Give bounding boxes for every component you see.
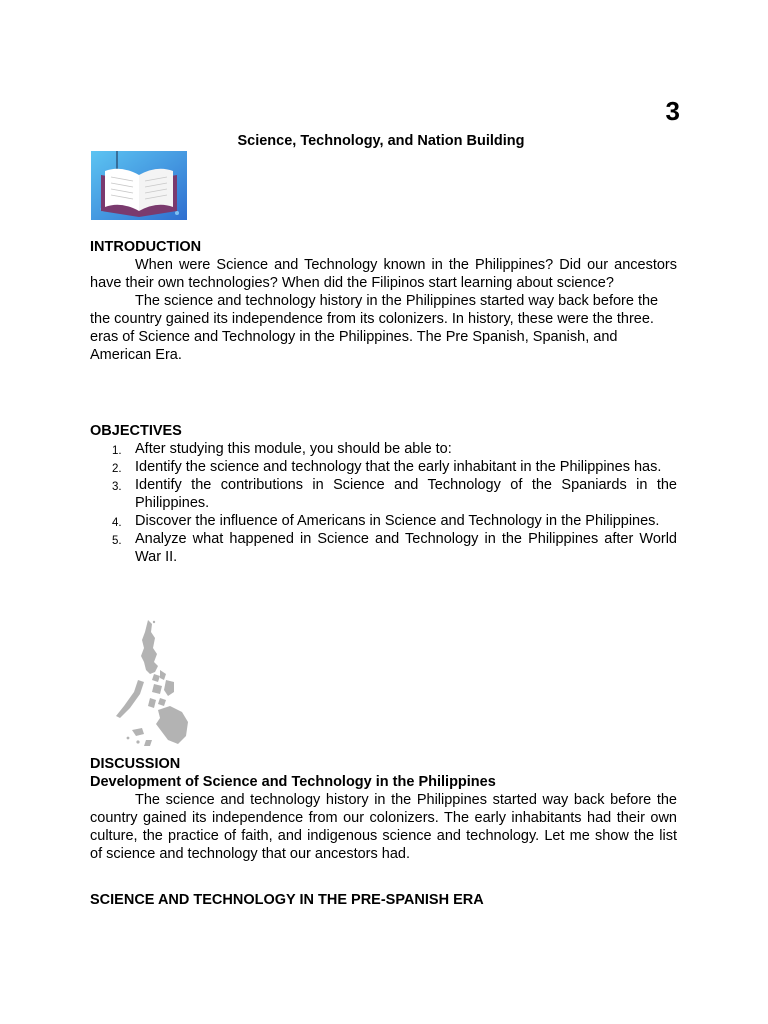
philippines-map-illustration [108,618,194,750]
introduction-heading: INTRODUCTION [90,239,202,255]
objective-number: 5. [112,535,122,547]
discussion-subheading: Development of Science and Technology in the Philippines [90,774,496,790]
objective-text: Discover the influence of Americans in Science and Technology in the Philippines. [135,513,660,529]
objective-item [90,440,677,458]
introduction-section [90,238,677,364]
objectives-list [90,440,677,566]
objective-number: 2. [112,463,122,475]
objective-item [90,458,677,476]
open-book-illustration [91,151,187,220]
objective-item [90,512,677,530]
objective-number: 3. [112,481,122,493]
discussion-section [90,755,677,863]
objective-item [90,476,677,512]
objective-text: Identify the contributions in Science and Technology of the Spaniards in the Philippines. [135,477,677,511]
objectives-section [90,422,677,566]
discussion-paragraph: The science and technology history in the Philippines started way back before the country gained its independence from our colonizers. The early inhabitants had their own culture, the practice of faith, and indigenous science and technology. Let me show the list of science and technology that our ancestors had. [90,792,677,862]
introduction-paragraph-2-line-1: The science and technology history in the Philippines started way back before the [135,293,659,309]
page-number: 3 [665,96,680,126]
pre-spanish-era-heading: SCIENCE AND TECHNOLOGY IN THE PRE-SPANISH ERA [90,892,484,908]
introduction-paragraph-2-line-3: eras of Science and Technology in the Philippines. The Pre Spanish, Spanish, and American Era. [90,329,618,363]
discussion-heading: DISCUSSION [90,756,181,772]
objective-number: 4. [112,517,122,529]
document-title: Science, Technology, and Nation Building [237,133,525,149]
objective-text: Identify the science and technology that the early inhabitant in the Philippines has. [135,459,662,475]
objectives-heading: OBJECTIVES [90,423,182,439]
objective-text: After studying this module, you should be able to: [135,441,452,457]
objective-number: 1. [112,445,122,457]
introduction-paragraph-2-line-2: the country gained its independence from its colonizers. In history, these were the three. [90,311,654,327]
objective-text: Analyze what happened in Science and Technology in the Philippines after World War II. [135,531,677,565]
objective-item [90,530,677,566]
introduction-paragraph-1: When were Science and Technology known in the Philippines? Did our ancestors have their own technologies? When did the Filipinos start learning about science? [90,257,677,291]
